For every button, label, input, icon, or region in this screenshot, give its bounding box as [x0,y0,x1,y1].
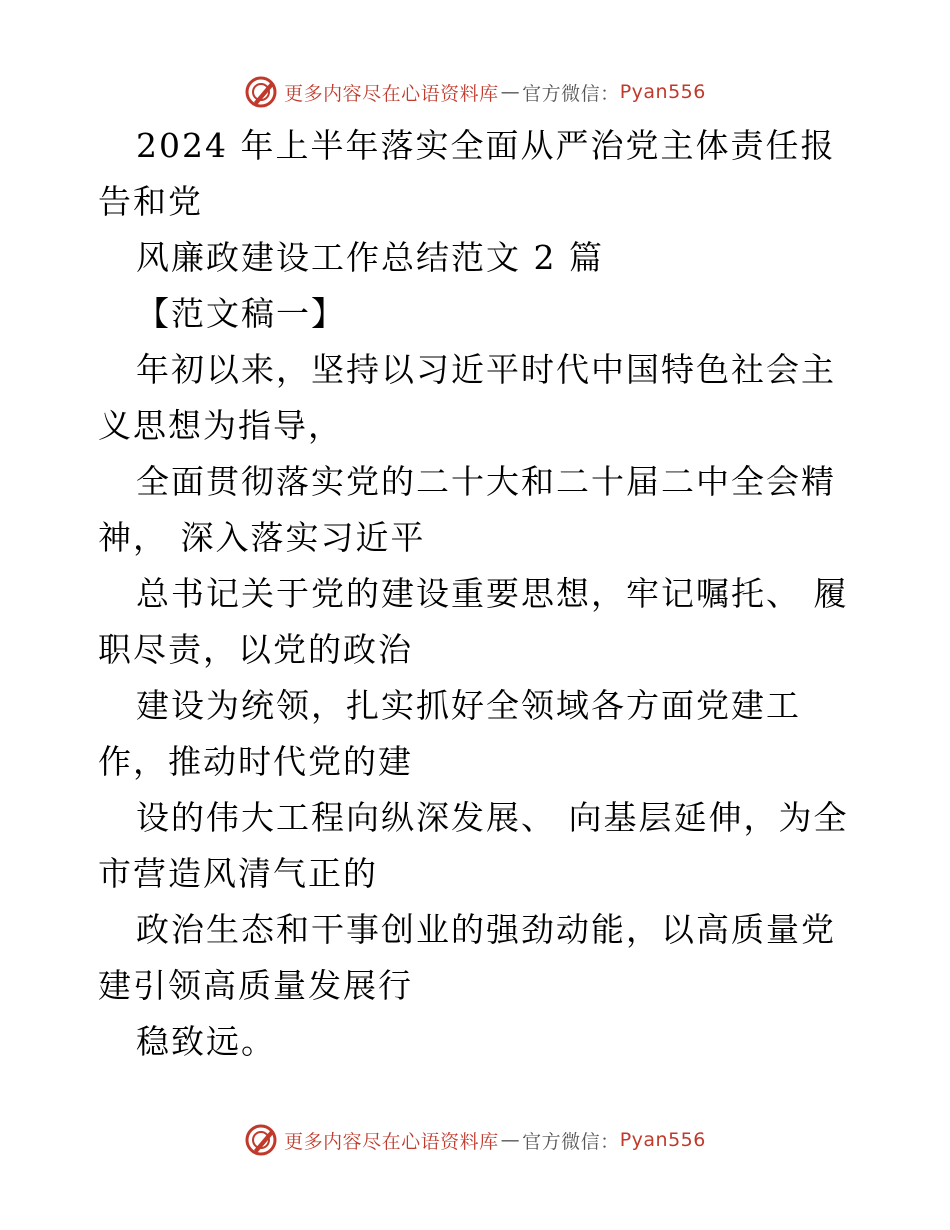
section-heading: 【范文稿一】 [136,294,346,333]
body-paragraph: 建设为统领，扎实抓好全领域各方面党建工作，推动时代党的建 [98,686,801,781]
document-title-line-2: 风廉政建设工作总结范文 2 篇 [136,238,604,277]
watermark-label: 官方微信： [522,82,620,105]
watermark-handle: Pyan556 [619,1129,706,1151]
watermark-dash: — [500,1129,521,1151]
watermark-label: 官方微信： [522,1130,620,1153]
pen-circle-logo-icon [244,1123,278,1157]
watermark-dash: — [500,81,521,103]
body-paragraph: 设的伟大工程向纵深发展、 向基层延伸，为全市营造风清气正的 [98,798,849,893]
watermark-text: 更多内容尽在心语资料库 [284,1130,499,1153]
body-paragraph: 总书记关于党的建设重要思想，牢记嘱托、 履职尽责，以党的政治 [98,574,849,669]
body-paragraph: 全面贯彻落实党的二十大和二十届二中全会精神， 深入落实习近平 [98,462,836,557]
body-paragraph: 稳致远。 [136,1022,276,1061]
watermark-header [0,72,950,112]
body-paragraph: 年初以来，坚持以习近平时代中国特色社会主义思想为指导， [98,350,836,445]
watermark-handle: Pyan556 [619,81,706,103]
pen-circle-logo-icon [244,75,278,109]
watermark-footer [0,1120,950,1160]
body-paragraph: 政治生态和干事创业的强劲动能，以高质量党建引领高质量发展行 [98,910,836,1005]
watermark-text: 更多内容尽在心语资料库 [284,82,499,105]
document-title-line-1: 2024 年上半年落实全面从严治党主体责任报告和党 [98,126,836,221]
document-body [98,118,858,1070]
